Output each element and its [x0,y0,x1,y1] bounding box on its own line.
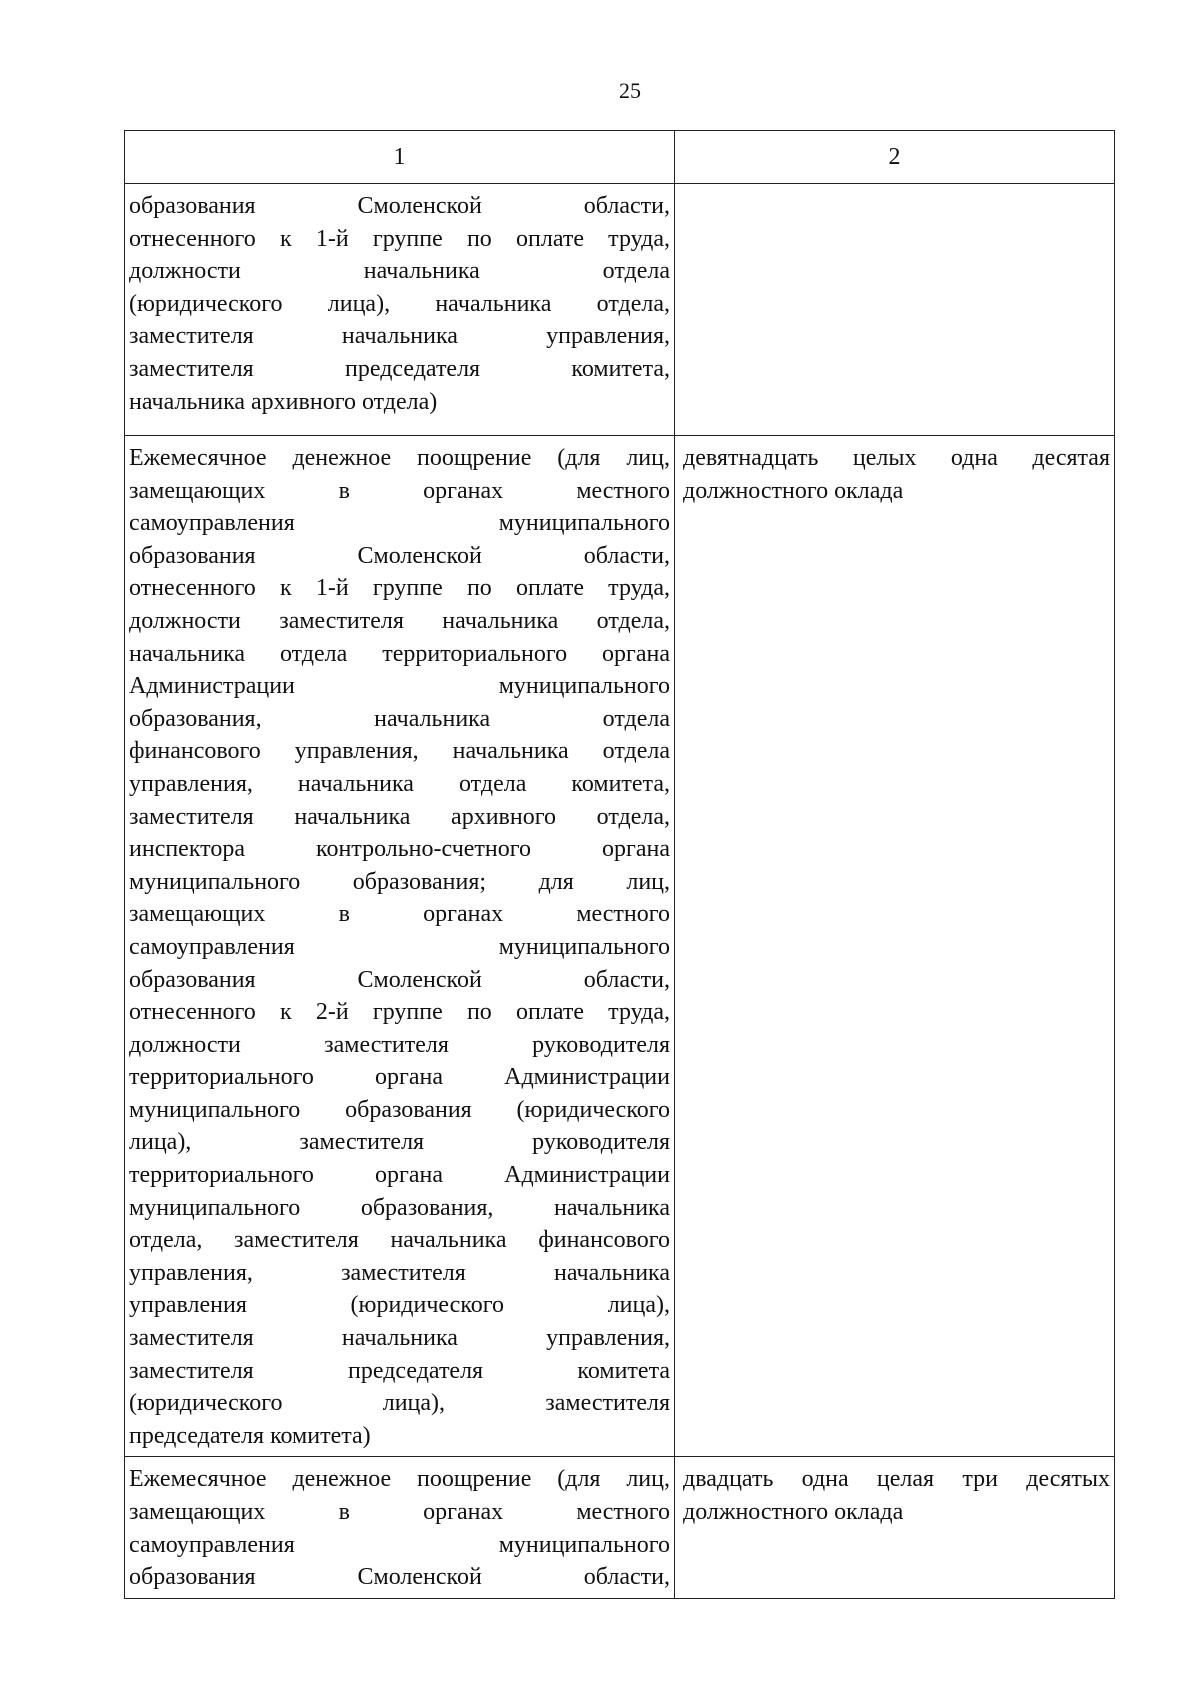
text-line: (юридического лица), заместителя [129,1390,670,1417]
text-line: муниципального образования (юридического [129,1096,670,1123]
text-line: заместителя председателя комитета, [129,355,670,382]
table-cell-value: девятнадцать целых одна десятая должностного оклада [675,436,1115,1457]
text-line: должности заместителя начальника отдела, [129,607,670,634]
text-line: председателя комитета) [129,1422,371,1449]
table-cell-value [675,184,1115,436]
text-line: образования Смоленской области, [129,1564,670,1591]
text-line: отнесенного к 1-й группе по оплате труда, [129,575,670,602]
text-line: образования Смоленской области, [129,193,670,219]
text-line: муниципального образования, начальника [129,1194,670,1221]
text-line: лица), заместителя руководителя [129,1129,670,1156]
text-line: (юридического лица), начальника отдела, [129,290,670,317]
text-line: образования Смоленской области, [129,966,670,993]
text-line: инспектора контрольно-счетного органа [129,836,670,863]
table-cell-description [125,1457,675,1598]
page-number: 25 [619,78,641,103]
text-line: управления (юридического лица), [129,1292,670,1319]
text-line: самоуправления муниципального [129,933,670,960]
text-line: самоуправления муниципального [129,1531,670,1558]
text-line: управления, начальника отдела комитета, [129,770,670,797]
text-line: муниципального образования; для лиц, [129,868,670,895]
table-row [125,1457,1115,1598]
text-line: заместителя начальника управления, [129,1325,670,1352]
text-line: замещающих в органах местного [129,901,670,928]
text-line: управления, заместителя начальника [129,1259,670,1286]
text-line: отдела, заместителя начальника финансового [129,1227,670,1254]
text-line: финансового управления, начальника отдела [129,738,670,765]
table-header-row [125,131,1115,184]
column-header-1: 1 [125,131,675,184]
table-cell-value: двадцать одна целая три десятых должностного оклада [675,1457,1115,1598]
text-line: начальника отдела территориального органа [129,640,670,667]
text-line: территориального органа Администрации [129,1064,670,1091]
text-line: образования, начальника отдела [129,705,670,732]
text-line: замещающих в органах местного [129,477,670,504]
column-header-2: 2 [675,131,1115,184]
text-line: Администрации муниципального [129,673,670,700]
text-line: территориального органа Администрации [129,1162,670,1189]
text-line: образования Смоленской области, [129,542,670,569]
salary-table [124,130,1115,1599]
text-line: замещающих в органах местного [129,1499,670,1525]
table-cell-description [125,436,675,1457]
text-line: заместителя председателя комитета [129,1357,670,1384]
text-line: отнесенного к 1-й группе по оплате труда, [129,225,670,252]
table-cell-description [125,184,675,436]
table-row [125,184,1115,436]
table-row [125,436,1115,1457]
text-line: должности заместителя руководителя [129,1031,670,1058]
text-line: заместителя начальника архивного отдела, [129,803,670,830]
text-line: Ежемесячное денежное поощрение (для лиц, [129,1466,670,1493]
text-line: отнесенного к 2-й группе по оплате труда, [129,999,670,1026]
text-line: должности начальника отдела [129,258,670,285]
text-line: самоуправления муниципального [129,510,670,537]
text-line: начальника архивного отдела) [129,388,438,415]
text-line: заместителя начальника управления, [129,323,670,350]
text-line: Ежемесячное денежное поощрение (для лиц, [129,445,670,471]
